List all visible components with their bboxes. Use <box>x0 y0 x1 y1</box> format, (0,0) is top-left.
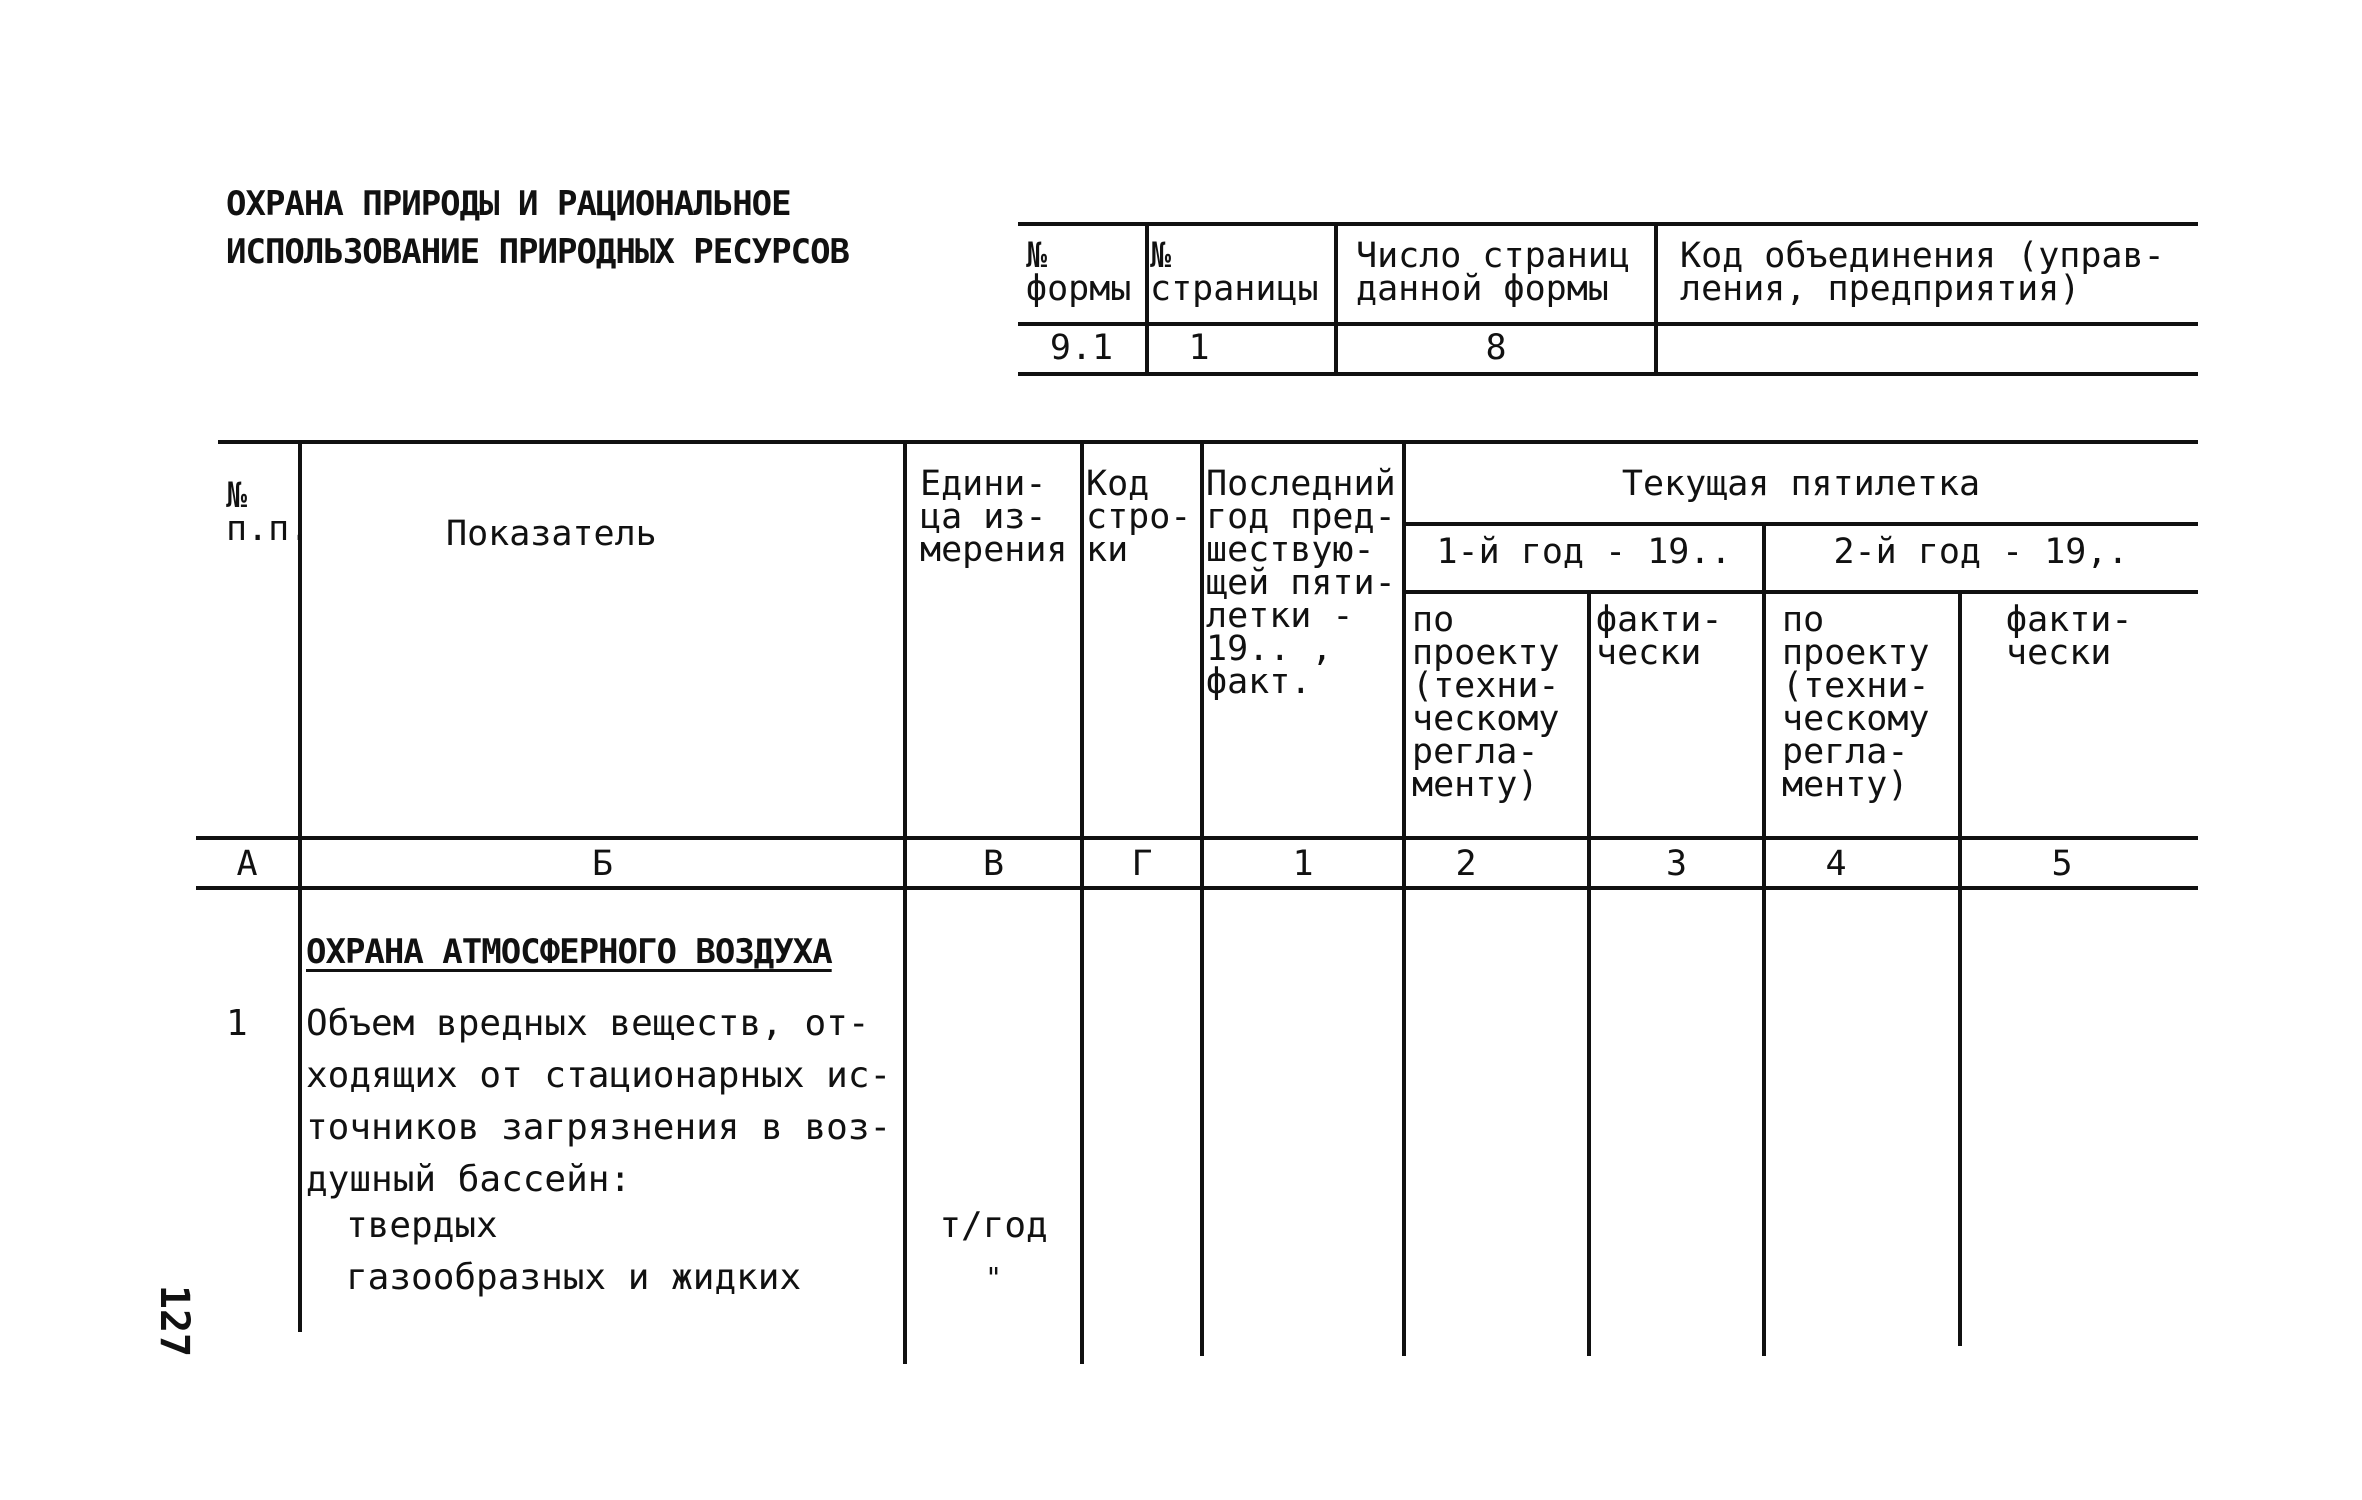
form-number-value: 9.1 <box>1049 328 1114 368</box>
last-year-header: Последний год пред- шествую- щей пяти- летки - 19.. , факт. <box>1206 464 1396 702</box>
row-1-indicator: Объем вредных веществ, от- ходящих от стационарных ис- точников загрязнения в воз- душный бассейн: <box>306 1003 892 1200</box>
document-title-line-2: ИСПОЛЬЗОВАНИЕ ПРИРОДНЫХ РЕСУРСОВ <box>226 232 850 272</box>
row-1-number: 1 <box>226 1003 248 1044</box>
pages-count-header: Число страниц данной формы <box>1356 236 1630 309</box>
line-code-header: Код стро- ки <box>1086 464 1192 570</box>
year-1-by-project-header: по проекту (техни- ческому регла- менту) <box>1412 600 1560 805</box>
organization-code-header: Код объединения (управ- ления, предприятия) <box>1680 236 2165 309</box>
column-code-5: 5 <box>2051 844 2073 884</box>
page-number-header: № страницы <box>1150 236 1319 309</box>
column-code-g: Г <box>1131 844 1153 884</box>
indicator-header: Показатель <box>446 514 657 554</box>
year-1-actual-header: факти- чески <box>1596 600 1723 673</box>
row-3-indicator: газообразных и жидких <box>346 1257 802 1298</box>
column-code-2: 2 <box>1455 844 1477 884</box>
current-five-year-plan-header: Текущая пятилетка <box>1621 464 1981 504</box>
year-1-header: 1-й год - 19.. <box>1436 532 1732 572</box>
section-title: ОХРАНА АТМОСФЕРНОГО ВОЗДУХА <box>306 932 832 972</box>
column-code-b: Б <box>591 844 614 884</box>
row-number-header: № п.п. <box>226 476 311 549</box>
row-3-unit: " <box>985 1261 1002 1294</box>
column-code-3: 3 <box>1665 844 1688 884</box>
row-2-indicator: твердых <box>346 1205 498 1246</box>
column-code-v: В <box>982 844 1005 884</box>
column-code-1: 1 <box>1292 844 1314 884</box>
form-number-header: № формы <box>1026 236 1132 309</box>
row-2-unit: т/год <box>939 1205 1048 1246</box>
year-2-actual-header: факти- чески <box>2006 600 2133 673</box>
document-title-line-1: ОХРАНА ПРИРОДЫ И РАЦИОНАЛЬНОЕ <box>226 184 791 224</box>
year-2-by-project-header: по проекту (техни- ческому регла- менту) <box>1782 600 1930 805</box>
page-number-value: 1 <box>1188 328 1210 368</box>
pages-count-value: 8 <box>1485 328 1507 368</box>
page-number: 127 <box>151 1284 198 1358</box>
unit-header: Едини- ца из- мерения <box>920 464 1068 570</box>
column-code-a: А <box>236 844 258 884</box>
year-2-header: 2-й год - 19,. <box>1833 532 2129 572</box>
column-code-4: 4 <box>1825 844 1847 884</box>
